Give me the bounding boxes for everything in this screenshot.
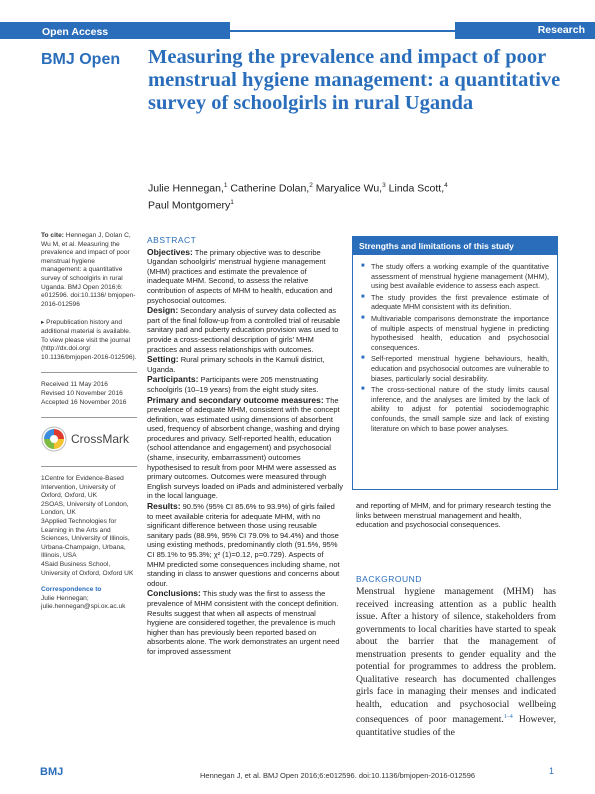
list-item: ■ The cross-sectional nature of the study limits causal inference, and the analyses are limited by the lack of ability to adjust for potential sociodemographic confounds, the small sample size and lack of existing literature on which to base power analyses. [361, 385, 549, 433]
correspondence-heading: Correspondence to [41, 586, 102, 594]
prepub-note[interactable]: ▸ Prepublication history and additional material is available. To view please visit the journal (http://dx.doi.org/ 10.1136/bmjopen-2016-012596). [41, 319, 137, 361]
abstract-continued: and reporting of MHM, and for primary research testing the links between menstrual management and health, education and psychosocial consequences. [356, 501, 552, 530]
background-section [356, 574, 556, 739]
correspondence-email[interactable]: julie.hennegan@spi.ox.ac.uk [41, 603, 126, 611]
sidebar-divider [41, 417, 137, 418]
abstract-objectives [147, 248, 343, 306]
list-item: ■ Self-reported menstrual hygiene behaviours, health, education and psychosocial outcomes are vulnerable to biases, particularly social desirability. [361, 354, 549, 383]
open-access-label: Open Access [42, 26, 109, 38]
section-text: The primary objective was to describe Ugandan schoolgirls' menstrual hygiene management (MHM) practices and estimate the prevalence of inadequate MHM. Second, to assess the relative contribution of aspects of MHM to health, education and psychosocial outcomes. [147, 247, 333, 305]
footer-logo: BMJ [40, 766, 64, 778]
abstract-setting [147, 355, 343, 374]
author-5-aff: 1 [230, 198, 234, 206]
reference-link[interactable]: 1–4 [503, 714, 513, 720]
received-date: Received 11 May 2016 [41, 381, 108, 389]
section-text: Participants were 205 menstruating schoolgirls (10–19 years) from the eight study sites. [147, 375, 319, 394]
abstract-design [147, 306, 343, 354]
list-item: ■ The study provides the first prevalence estimate of adequate MHM consistent with its definition. [361, 293, 549, 312]
open-access-banner [0, 22, 230, 39]
accepted-date: Accepted 16 November 2016 [41, 398, 127, 406]
page-number: 1 [549, 766, 555, 776]
author-4-aff: 4 [444, 182, 448, 189]
affiliation-4: 4Said Business School, University of Oxford, Oxford UK [41, 561, 134, 577]
crossmark-icon [41, 426, 67, 452]
affiliation-1: 1Centre for Evidence-Based Intervention, University of Oxford, Oxford, UK [41, 475, 124, 500]
author-list [148, 179, 568, 212]
abstract-outcomes [147, 396, 343, 502]
background-text [356, 586, 556, 739]
list-item: ■ The study offers a working example of the quantitative assessment of menstrual hygiene management (MHM), using best available evidence to assess each aspect. [361, 262, 549, 291]
sidebar [41, 232, 137, 612]
section-label: Design: [147, 305, 179, 316]
section-text: This study was the first to assess the prevalence of MHM consistent with the concept definition. Results suggest that when all aspects of menstrual hygiene are considered together, the prevalence is much higher than has previously been reported based on absorbents alone. The work demonstrates an urgent need for improved assessment [147, 589, 340, 656]
header-rule [230, 30, 455, 32]
author-2: Catherine Dolan, [227, 182, 310, 195]
header-bar [0, 0, 595, 40]
author-3: Maryalice Wu, [312, 182, 383, 195]
strengths-limitations-box [352, 236, 558, 490]
abstract [147, 236, 343, 658]
strengths-heading: Strengths and limitations of this study [353, 237, 557, 255]
crossmark-label: CrossMark [71, 431, 130, 446]
author-4: Linda Scott, [385, 182, 445, 195]
section-text: Secondary analysis of survey data collected as part of the final follow-up from a controlled trial of reusable sanitary pad and puberty education provision was used to provide a cross-sectional description of girls' MHM practices and assess relationships with outcomes. [147, 306, 341, 354]
author-5: Paul Montgomery [148, 199, 231, 211]
section-label: Conclusions: [147, 588, 201, 599]
background-tail: However, quantitative studies of the [356, 714, 556, 738]
author-2-aff: 2 [309, 182, 313, 189]
section-label: Results: [147, 501, 181, 512]
cite-block [41, 232, 137, 309]
cite-label: To cite: [41, 232, 64, 239]
section-label: Primary and secondary outcome measures: [147, 394, 324, 405]
sidebar-divider [41, 466, 137, 467]
abstract-heading: ABSTRACT [147, 235, 197, 245]
article-title: Measuring the prevalence and impact of poor menstrual hygiene management: a quantitative survey of schoolgirls in rural Uganda [148, 46, 561, 114]
abstract-results [147, 502, 343, 588]
author-1-aff: 1 [223, 182, 228, 189]
sidebar-divider [41, 372, 137, 373]
affiliation-2: 2SOAS, University of London, London, UK [41, 500, 129, 517]
affiliation-3: 3Applied Technologies for Learning in the Arts and Sciences, University of Illinois, Urbana-Champaign, Urbana, Illinois, USA [41, 518, 130, 560]
section-label: Objectives: [147, 246, 193, 257]
cite-text: Hennegan J, Dolan C, Wu M, et al. Measuring the prevalence and impact of poor menstrual hygiene management: a quantitative survey of schoolgirls in rural Uganda. BMJ Open 2016;6: e012596. doi:10.1136/ bmjopen-2016-012596 [41, 232, 136, 308]
revised-date: Revised 10 November 2016 [41, 389, 123, 397]
abstract-participants [147, 375, 343, 394]
research-banner [455, 22, 595, 39]
list-item: ■ Multivariable comparisons demonstrate the importance of multiple aspects of menstrual hygiene in predicting hypothesised health, education and psychosocial consequences. [361, 314, 549, 352]
section-text: The prevalence of adequate MHM, consistent with the concept definition, was estimated using dimensions of absorbent used, frequency of absorbent change, washing and drying procedures and privacy. Self-reported health, education (school attendance and engagement) and psychosocial (shame, insecurity, embarrassment) outcomes hypothesised to result from poor MHM were assessed as primary outcomes. Outcomes were measured through English surveys loaded on iPads and administered verbally in the local language. [147, 395, 343, 501]
section-text: Rural primary schools in the Kamuli district, Uganda. [147, 355, 325, 374]
research-label: Research [537, 24, 585, 36]
background-heading: BACKGROUND [356, 574, 422, 584]
section-text: 90.5% (95% CI 85.6% to 93.9%) of girls failed to meet available criteria for adequate MHM, with no significant difference between those using reusable sanitary pads (88.9%, 95% CI 79.0% to 94.4%) and those using existing methods, predominantly cloth (91.5%, 95% CI 85.1% to 95.3%; χ² (1)=0.12, p=0.729). Aspects of MHM predicted some consequences including shame, not standing in class to answer questions and concerns about odour. [147, 502, 340, 588]
section-label: Setting: [147, 354, 179, 365]
section-label: Participants: [147, 374, 199, 385]
crossmark-badge[interactable] [41, 426, 137, 452]
footer-citation: Hennegan J, et al. BMJ Open 2016;6:e012596. doi:10.1136/bmjopen-2016-012596 [200, 771, 476, 780]
background-body: Menstrual hygiene management (MHM) has received increasing attention as a public health issue. After a history of silence, stakeholders from governments to local charities have started to speak about the barrier that the management of menstruation presents to gender equality and the potential for programmes to address the problem. Qualitative research has documented challenges girls face in managing their menses and indicated health, education and psychosocial wellbeing consequences of poor management. [356, 586, 556, 726]
author-3-aff: 3 [382, 182, 386, 189]
correspondence-name: Julie Hennegan; [41, 594, 89, 602]
abstract-conclusions [147, 589, 343, 656]
strengths-list [353, 255, 557, 433]
journal-logo: BMJ Open [41, 51, 121, 68]
author-1: Julie Hennegan, [148, 182, 224, 195]
